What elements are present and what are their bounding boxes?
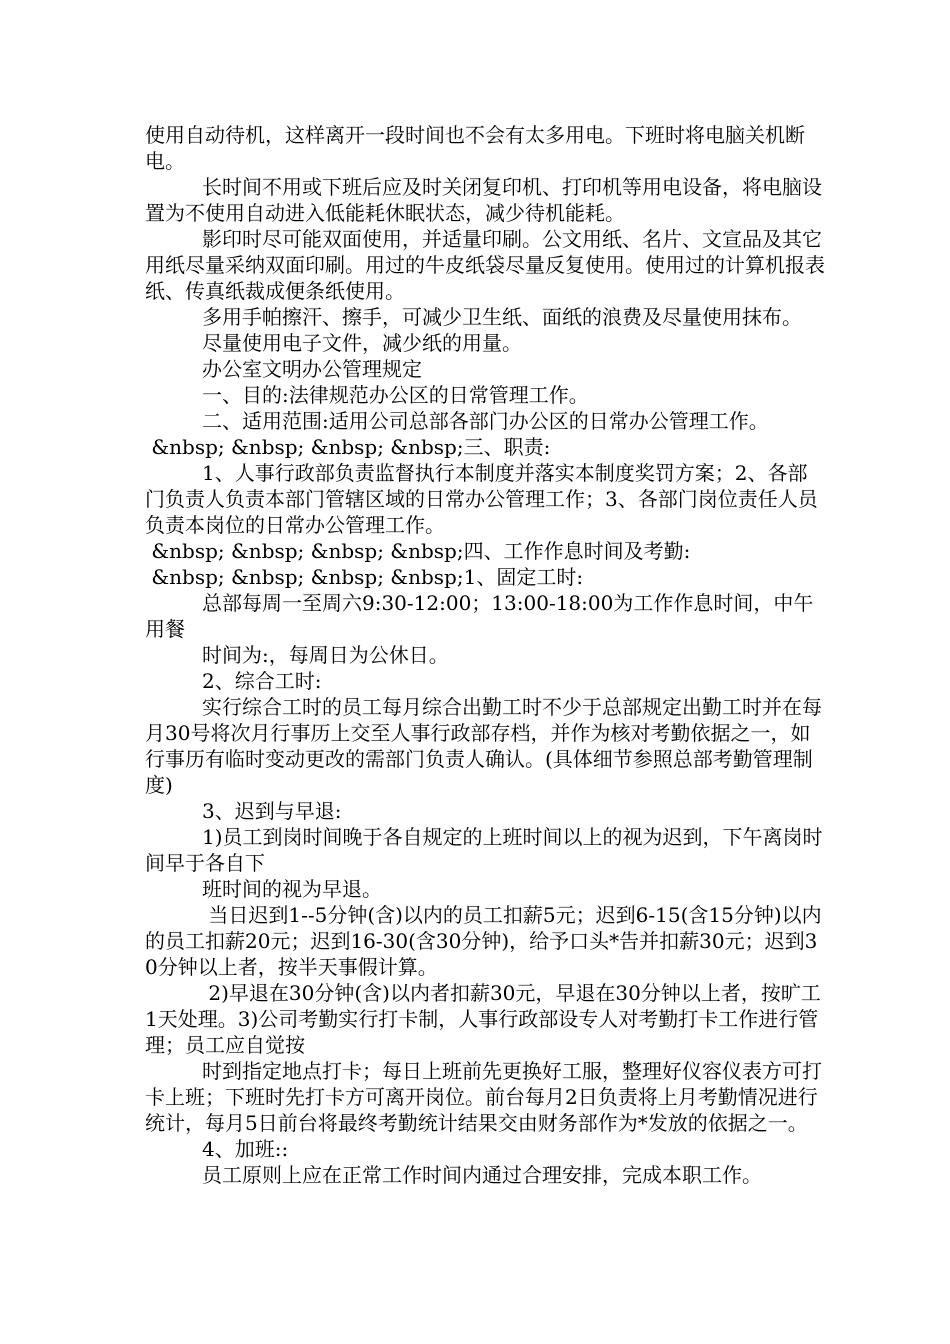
paragraph-early-penalty: 2)早退在30分钟(含)以内者扣薪30元，早退在30分钟以上者，按旷工1天处理。3)公司考勤实行打卡制，人事行政部设专人对考勤打卡工作进行管理；员工应自觉按 — [145, 981, 821, 1057]
paragraph-handkerchief: 多用手帕擦汗、擦手，可减少卫生纸、面纸的浪费及尽量使用抹布。 — [202, 305, 802, 329]
paragraph-comprehensive-hours-heading: 2、综合工时: — [202, 669, 322, 693]
paragraph-late-early-heading: 3、迟到与早退: — [202, 799, 342, 823]
paragraph-work-hours-heading: &nbsp; &nbsp; &nbsp; &nbsp;四、工作作息时间及考勤: — [145, 539, 691, 563]
paragraph-late-definition: 1)员工到岗时间晚于各自规定的上班时间以上的视为迟到，下午离岗时间早于各自下 — [145, 825, 823, 875]
paragraph-double-sided-printing: 影印时尽可能双面使用，并适量印刷。公文用纸、名片、文宣品及其它用纸尽量采纳双面印刷。用过的牛皮纸袋尽量反复使用。使用过的计算机报表纸、传真纸裁成便条纸使用。 — [145, 227, 825, 303]
paragraph-electronic-files: 尽量使用电子文件，减少纸的用量。 — [202, 331, 522, 355]
paragraph-overtime: 员工原则上应在正常工作时间内通过合理安排，完成本职工作。 — [202, 1163, 762, 1187]
paragraph-fixed-hours-heading: &nbsp; &nbsp; &nbsp; &nbsp;1、固定工时: — [145, 565, 584, 589]
paragraph-late-penalty: 当日迟到1--5分钟(含)以内的员工扣薪5元；迟到6-15(含15分钟)以内的员工扣薪20元；迟到16-30(含30分钟)，给予口头*告并扣薪30元；迟到30分钟以上者，按半天事假计算。 — [145, 903, 822, 979]
paragraph-fixed-hours: 总部每周一至周六9:30-12:00；13:00-18:00为工作作息时间，中午用餐 — [145, 591, 814, 641]
paragraph-clock-in: 时到指定地点打卡；每日上班前先更换好工服，整理好仪容仪表方可打卡上班；下班时先打卡方可离开岗位。前台每月2日负责将上月考勤情况进行统计，每月5日前台将最终考勤统计结果交由财务部作为*发放的依据之一。 — [145, 1059, 822, 1135]
paragraph-purpose: 一、目的:法律规范办公区的日常管理工作。 — [202, 383, 589, 407]
paragraph-duties: 1、人事行政部负责监督执行本制度并落实本制度奖罚方案；2、各部门负责人负责本部门管辖区域的日常办公管理工作；3、各部门岗位责任人员负责本岗位的日常办公管理工作。 — [145, 461, 818, 537]
paragraph-scope: 二、适用范围:适用公司总部各部门办公区的日常办公管理工作。 — [202, 409, 769, 433]
document-body — [145, 122, 825, 1188]
paragraph-power-standby: 使用自动待机，这样离开一段时间也不会有太多用电。下班时将电脑关机断电。 — [145, 123, 805, 173]
paragraph-early-definition: 班时间的视为早退。 — [202, 877, 382, 901]
paragraph-comprehensive-hours: 实行综合工时的员工每月综合出勤工时不少于总部规定出勤工时并在每月30号将次月行事历上交至人事行政部存档，并作为核对考勤依据之一，如行事历有临时变动更改的需部门负责人确认。(具体细节参照总部考勤管理制度) — [145, 695, 822, 797]
paragraph-turn-off-equipment: 长时间不用或下班后应及时关闭复印机、打印机等用电设备，将电脑设置为不使用自动进入低能耗休眠状态，减少待机能耗。 — [145, 175, 822, 225]
paragraph-overtime-heading: 4、加班:: — [202, 1137, 289, 1161]
paragraph-rest-day: 时间为:，每周日为公休日。 — [202, 643, 449, 667]
paragraph-duties-heading: &nbsp; &nbsp; &nbsp; &nbsp;三、职责: — [145, 435, 551, 459]
section-title: 办公室文明办公管理规定 — [202, 357, 422, 381]
